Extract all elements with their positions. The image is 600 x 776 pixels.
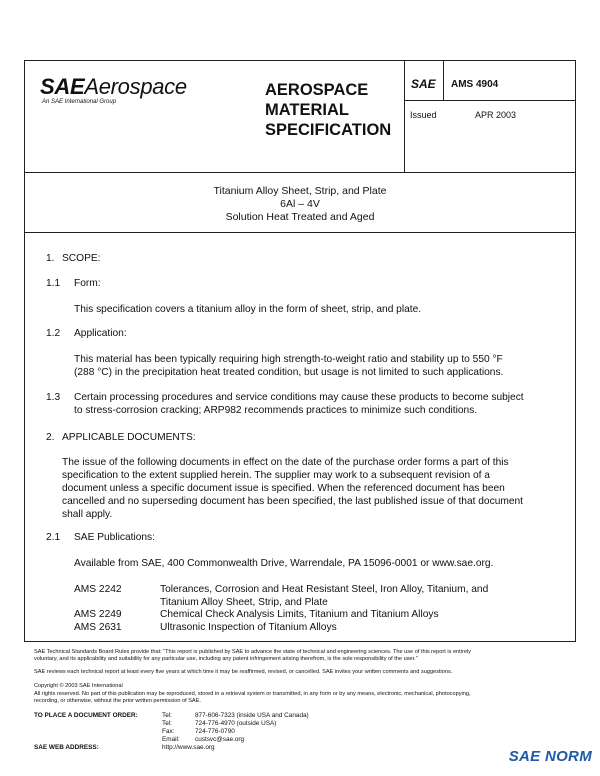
header-col-divider-1 xyxy=(404,60,405,172)
logo-bold: SAE xyxy=(40,74,85,99)
footer-review: SAE reviews each technical report at least every five years at which time it may be reaffirmed, revised, or cancelled. SAE invites your written comments and suggestions. xyxy=(34,669,453,675)
order-label xyxy=(34,712,138,720)
title-line: AEROSPACE xyxy=(265,81,369,99)
web-address[interactable]: http://www.sae.org xyxy=(162,744,215,751)
reference-id: AMS 2249 xyxy=(74,609,122,620)
section-1-title: SCOPE: xyxy=(62,253,101,264)
section-1-1-number: 1.1 xyxy=(46,278,61,289)
tel-label: Tel: xyxy=(162,712,172,719)
tel2-label: Tel: xyxy=(162,720,172,727)
web-label xyxy=(34,744,99,752)
spec-title-line: 6Al – 4V xyxy=(280,198,320,210)
reference-id: AMS 2242 xyxy=(74,584,122,595)
header-divider xyxy=(24,172,576,173)
text-line: This material has been typically requiring high strength-to-weight ratio and stability up to 550 °F xyxy=(74,354,503,365)
footer-copyright: Copyright © 2003 SAE International xyxy=(34,683,123,689)
logo-tagline: An SAE International Group xyxy=(42,99,117,105)
order-label-text: TO PLACE A DOCUMENT ORDER: xyxy=(34,712,138,719)
footer-line: voluntary, and its applicability and suitability for any particular use, including any patent infringement arising therefrom, is the sole responsibility of the user.” xyxy=(34,656,418,662)
section-2-text xyxy=(62,456,523,521)
fax-value: 724-776-0790 xyxy=(195,728,235,735)
text-line: The issue of the following documents in effect on the date of the purchase order forms a part of this xyxy=(62,457,509,468)
stamp-logo: SAE NORM xyxy=(508,748,592,765)
text-line: (288 °C) in the precipitation heat treated condition, but usage is not limited to such applications. xyxy=(74,367,504,378)
text-line: shall apply. xyxy=(62,509,113,520)
reference-title: Chemical Check Analysis Limits, Titanium and Titanium Alloys xyxy=(160,609,439,620)
footer-line: recording, or otherwise, without the prior written permission of SAE. xyxy=(34,698,201,704)
reference-id: AMS 2631 xyxy=(74,622,122,633)
contact-values xyxy=(195,712,309,744)
title-divider xyxy=(24,232,576,233)
text-line: document unless a specific document issue is specified. When the referenced document has been xyxy=(62,483,505,494)
section-1-1-text: This specification covers a titanium alloy in the form of sheet, strip, and plate. xyxy=(74,304,422,315)
footer-line: SAE Technical Standards Board Rules provide that: “This report is published by SAE to advance the state of technical and engineering sciences. The use of this report is entirely xyxy=(34,649,471,655)
web-label-text: SAE WEB ADDRESS: xyxy=(34,744,99,751)
section-2-1-title: SAE Publications: xyxy=(74,532,155,543)
header-col-divider-2 xyxy=(443,60,444,100)
issued-label: Issued xyxy=(410,110,437,120)
fax-label: Fax: xyxy=(162,728,175,735)
section-1-3-text xyxy=(74,391,524,417)
section-1-2-number: 1.2 xyxy=(46,328,61,339)
text-line: Titanium Alloy Sheet, Strip, and Plate xyxy=(160,597,328,608)
spec-title-line: Solution Heat Treated and Aged xyxy=(225,211,375,223)
header-row-divider xyxy=(404,100,576,101)
title-line: MATERIAL xyxy=(265,101,350,119)
reference-title: Ultrasonic Inspection of Titanium Alloys xyxy=(160,622,337,633)
section-2-number: 2. xyxy=(46,432,55,443)
issued-date: APR 2003 xyxy=(475,110,517,120)
document-number: AMS 4904 xyxy=(451,79,499,90)
specification-title xyxy=(24,185,576,224)
title-line: SPECIFICATION xyxy=(265,121,392,139)
logo-rest: Aerospace xyxy=(84,74,187,99)
spec-title-line: Titanium Alloy Sheet, Strip, and Plate xyxy=(213,185,387,197)
frame-right xyxy=(575,60,576,641)
frame-left xyxy=(24,60,25,641)
frame-top xyxy=(24,60,576,61)
sae-mark-logo: SAE xyxy=(411,77,436,91)
text-line: cancelled and no superseding document has been specified, the last published issue of that document xyxy=(62,496,524,507)
footer-rules xyxy=(34,649,471,663)
document-type-title xyxy=(265,80,391,140)
section-1-2-text xyxy=(74,353,503,379)
sae-aerospace-logo xyxy=(40,74,187,105)
section-2-1-text: Available from SAE, 400 Commonwealth Drive, Warrendale, PA 15096-0001 or www.sae.org. xyxy=(74,558,494,569)
section-1-3-number: 1.3 xyxy=(46,392,61,403)
email-value[interactable]: custsvc@sae.org xyxy=(195,736,245,743)
reference-title xyxy=(160,583,488,609)
contact-labels xyxy=(162,712,180,744)
frame-bottom xyxy=(24,641,576,642)
sae-norm-stamp xyxy=(509,748,592,766)
text-line: Certain processing procedures and service conditions may cause these products to become subject xyxy=(74,392,524,403)
section-2-1-number: 2.1 xyxy=(46,532,61,543)
tel-value: 877-606-7323 (inside USA and Canada) xyxy=(195,712,309,719)
text-line: specification to the extent supplied herein. The supplier may work to a subsequent revision of a xyxy=(62,470,490,481)
text-line: Tolerances, Corrosion and Heat Resistant Steel, Iron Alloy, Titanium, and xyxy=(160,584,489,595)
footer-line: All rights reserved. No part of this publication may be reproduced, stored in a retrieval system or transmitted, in any form or by any means, electronic, mechanical, photocopying, xyxy=(34,691,471,697)
section-2-title: APPLICABLE DOCUMENTS: xyxy=(62,432,196,443)
section-1-2-title: Application: xyxy=(74,328,127,339)
email-label: Email: xyxy=(162,736,180,743)
tel2-value: 724-776-4970 (outside USA) xyxy=(195,720,277,727)
section-1-1-title: Form: xyxy=(74,278,101,289)
text-line: to stress-corrosion cracking; ARP982 recommends practices to minimize such conditions. xyxy=(74,405,478,416)
footer-rights xyxy=(34,691,471,705)
section-1-number: 1. xyxy=(46,253,55,264)
